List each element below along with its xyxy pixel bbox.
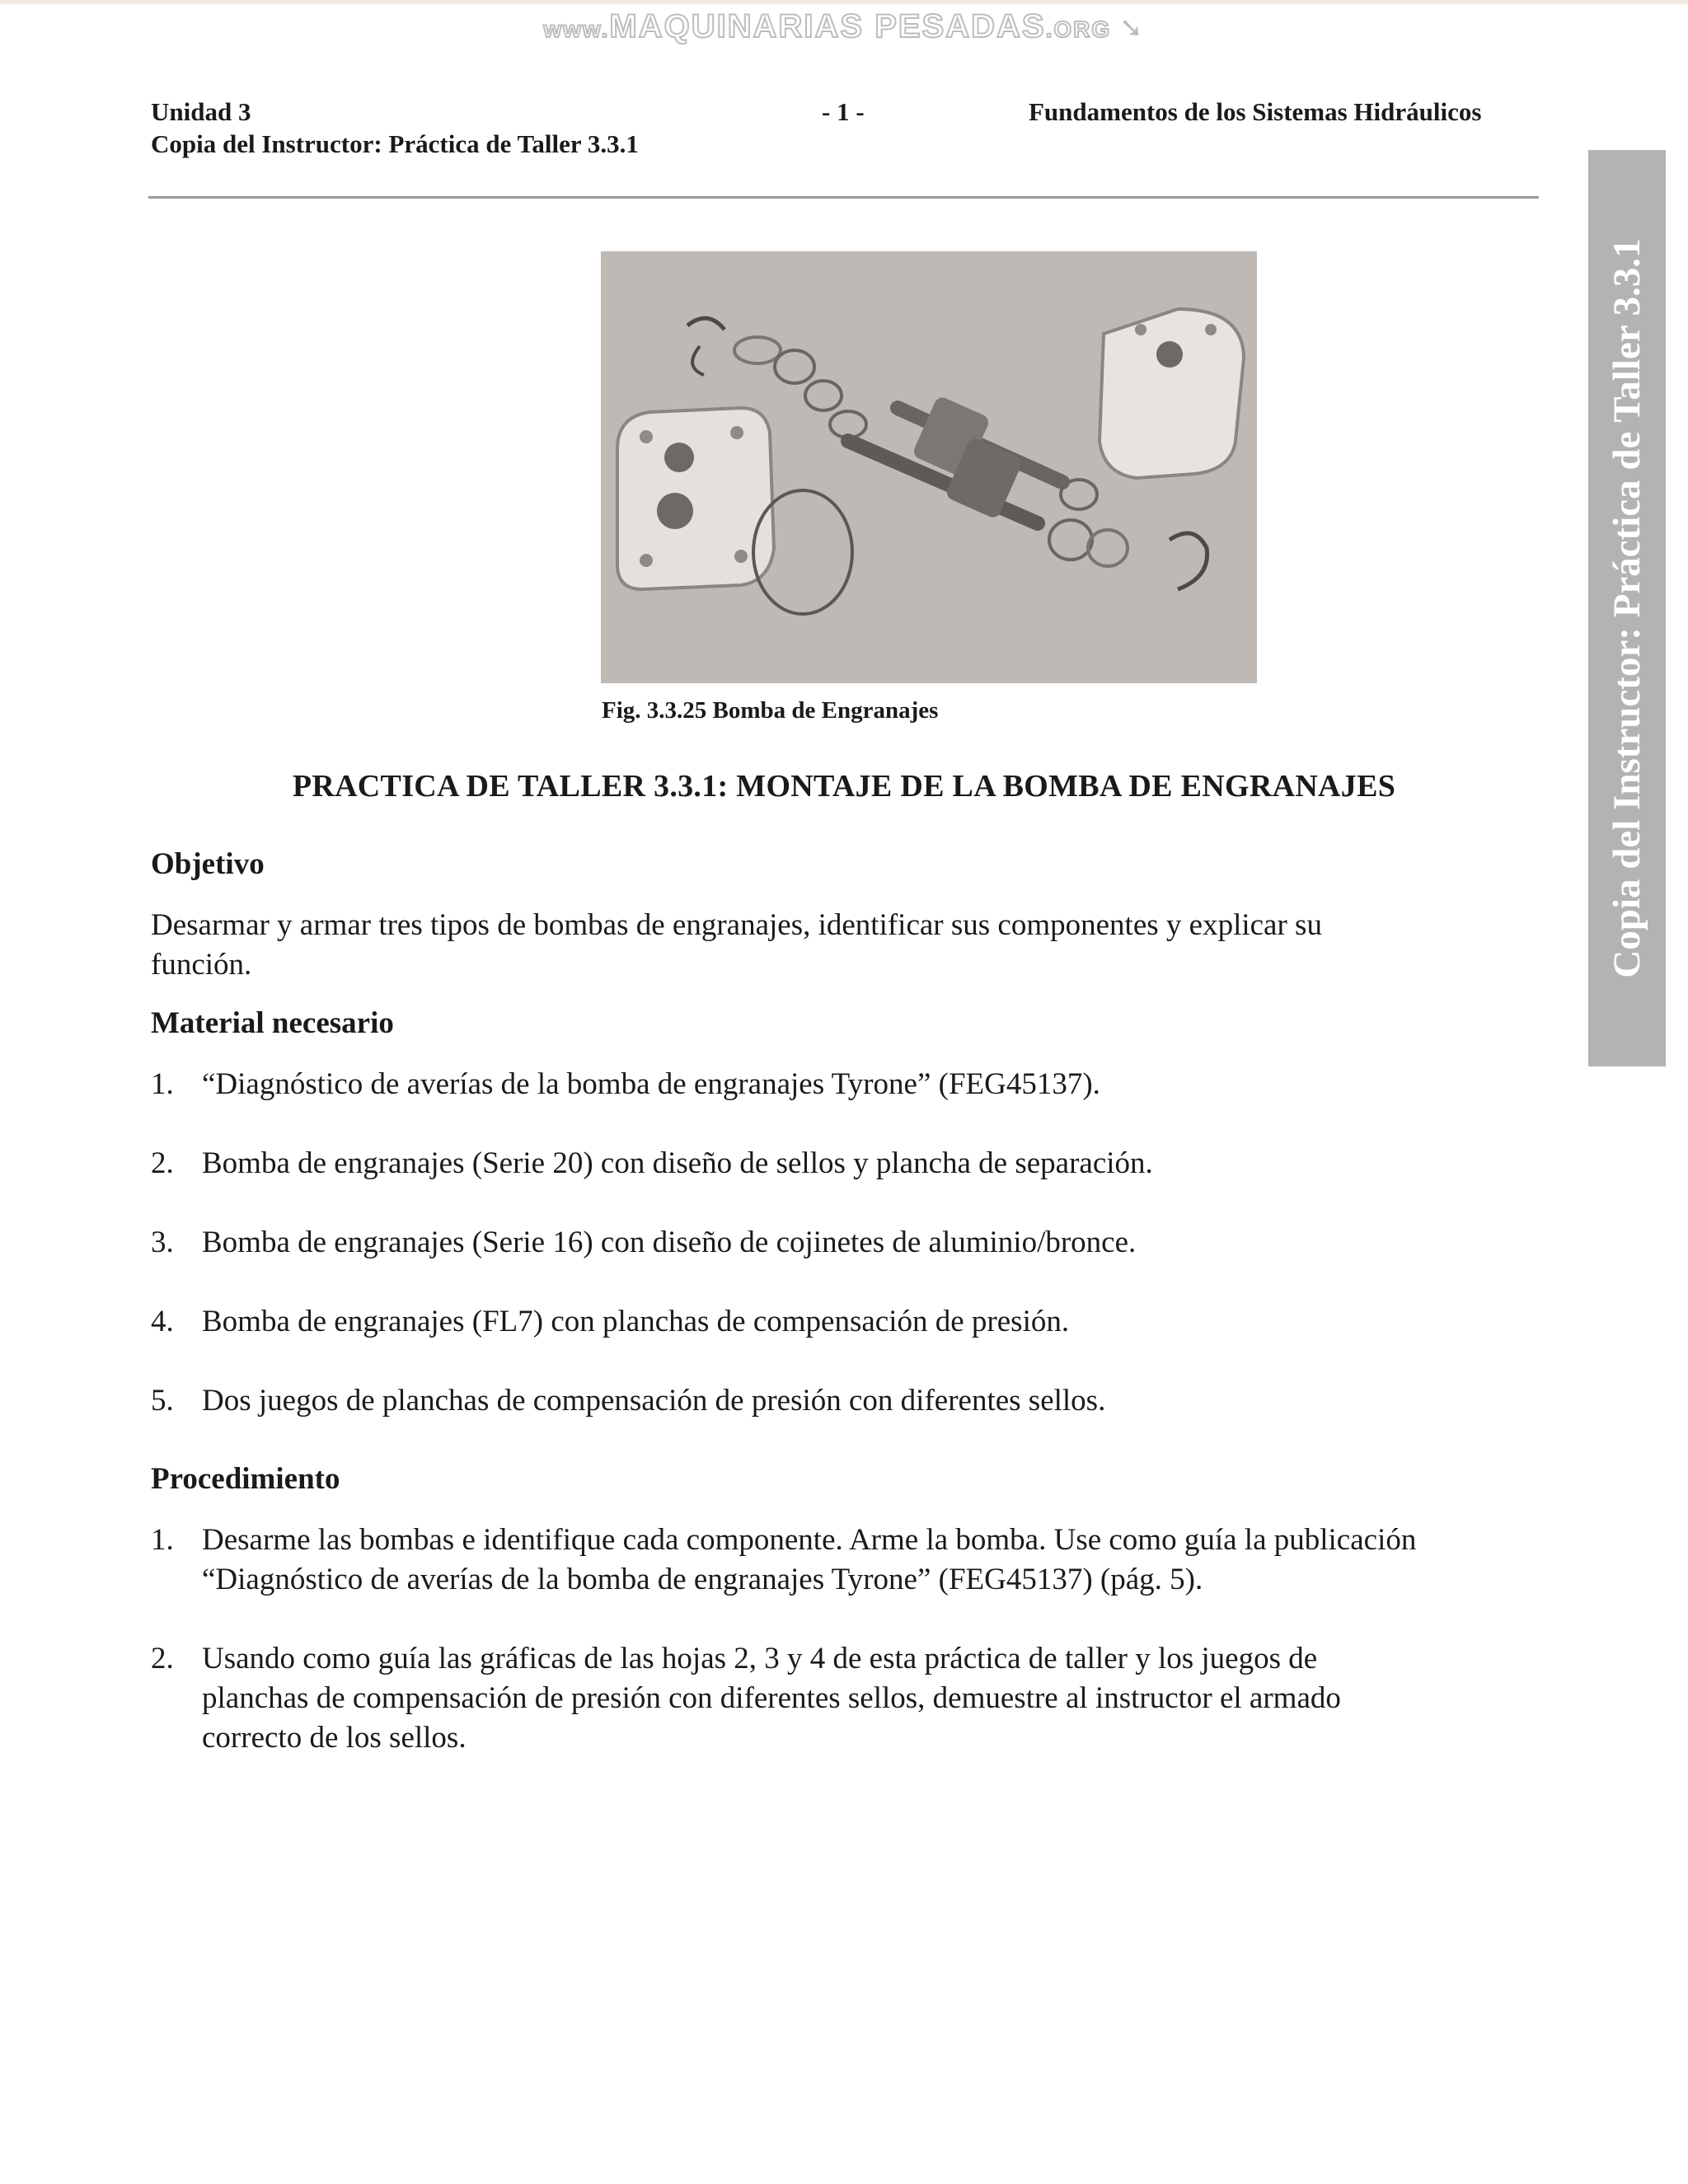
side-tab [1588,150,1666,1066]
materials-heading: Material necesario [151,1006,394,1040]
objective-heading: Objetivo [151,847,265,881]
watermark-name: MAQUINARIAS PESADAS [609,8,1046,45]
material-item-number: 2. [151,1146,174,1180]
figure-caption: Fig. 3.3.25 Bomba de Engranajes [602,697,939,724]
header-unit: Unidad 3 [151,97,251,126]
material-item-number: 1. [151,1067,174,1101]
header-subtitle: Copia del Instructor: Práctica de Taller 3.3.1 [151,129,639,158]
procedure-step-line: Usando como guía las gráficas de las hojas 2, 3 y 4 de esta práctica de taller y los juegos de [202,1642,1318,1675]
objective-line-2: función. [151,948,252,982]
page-number: - 1 - [822,97,865,126]
end-cover-left [617,408,774,589]
watermark-suffix: .ORG [1045,16,1112,42]
material-item-text: “Diagnóstico de averías de la bomba de engranajes Tyrone” (FEG45137). [202,1067,1100,1101]
gear-pump-photo [601,251,1257,683]
procedure-step-line: planchas de compensación de presión con diferentes sellos, demuestre al instructor el armado [202,1681,1341,1715]
material-item-number: 3. [151,1226,174,1259]
top-border [0,0,1688,4]
side-tab-label: Copia del Instructor: Práctica de Taller 3.3.1 [1606,238,1648,978]
material-item-text: Dos juegos de planchas de compensación de presión con diferentes sellos. [202,1384,1106,1418]
procedure-step-line: “Diagnóstico de averías de la bomba de engranajes Tyrone” (FEG45137) (pág. 5). [202,1563,1203,1596]
cursor-icon: ➘ [1119,12,1145,44]
procedure-step-line: Desarme las bombas e identifique cada componente. Arme la bomba. Use como guía la publicación [202,1523,1417,1557]
pump-housing [1100,309,1244,478]
procedure-step-line: correcto de los sellos. [202,1721,467,1755]
header-divider [148,196,1539,199]
material-item-text: Bomba de engranajes (FL7) con planchas de compensación de presión. [202,1305,1070,1338]
material-item-number: 4. [151,1305,174,1338]
site-watermark [0,8,1688,45]
watermark-prefix: www. [543,16,610,42]
material-item-text: Bomba de engranajes (Serie 20) con diseño de sellos y plancha de separación. [202,1146,1153,1180]
material-item-text: Bomba de engranajes (Serie 16) con diseño de cojinetes de aluminio/bronce. [202,1226,1137,1259]
procedure-step-text [202,1521,1554,1600]
objective-line-1: Desarmar y armar tres tipos de bombas de engranajes, identificar sus componentes y explicar su [151,908,1322,942]
procedure-step-text [202,1639,1554,1758]
material-item-number: 5. [151,1384,174,1418]
objective-text [151,906,1544,985]
header-title: Fundamentos de los Sistemas Hidráulicos [1029,97,1482,126]
procedure-step-number: 2. [151,1642,174,1675]
document-title: PRACTICA DE TALLER 3.3.1: MONTAJE DE LA BOMBA DE ENGRANAJES [292,769,1396,804]
procedure-step-number: 1. [151,1523,174,1557]
procedure-heading: Procedimiento [151,1462,340,1496]
gear-pump-illustration [601,251,1257,683]
